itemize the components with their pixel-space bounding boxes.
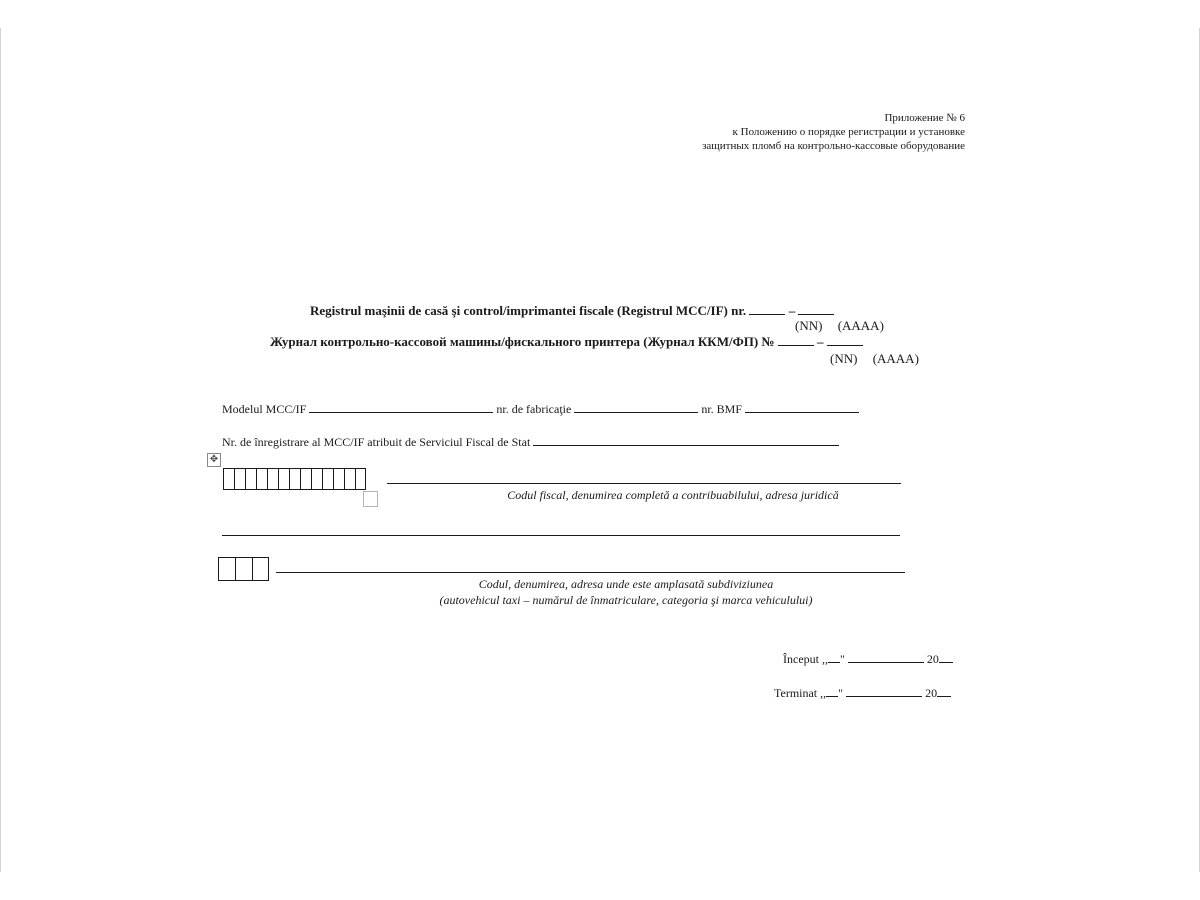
bmf-input[interactable] [745,401,859,413]
title-ro-dash: – [788,303,796,318]
annex-header [702,111,965,153]
title-romanian [310,303,834,319]
end-label: Terminat [774,686,818,700]
fiscal-code-cell[interactable] [344,468,355,490]
fiscal-code-cell[interactable] [256,468,267,490]
fiscal-code-cell[interactable] [355,468,366,490]
fiscal-code-cell[interactable] [267,468,278,490]
page-edge-left [0,28,1,872]
fiscal-code-cell[interactable] [278,468,289,490]
fiscal-code-cell[interactable] [234,468,245,490]
serial-input[interactable] [574,401,698,413]
taxpayer-caption: Codul fiscal, denumirea completă a contribuabilului, adresa juridică [507,488,839,502]
hint-year-ru: (AAAA) [872,351,919,366]
title-ru-hints [830,351,919,367]
end-year-prefix: 20 [925,686,938,700]
hint-nn: (NN) [795,318,823,333]
end-date-row [774,685,951,701]
start-year-prefix: 20 [926,652,939,666]
model-input[interactable] [309,401,493,413]
fiscal-code-cell[interactable] [300,468,311,490]
end-year-input[interactable] [937,685,951,697]
subdivision-code-cells [218,557,269,581]
fiscal-code-cells [223,468,366,490]
subdivision-code-cell[interactable] [235,557,252,581]
title-ro-hints [795,318,884,334]
move-icon[interactable]: ✥ [207,453,221,467]
start-label: Început [783,652,819,666]
taxpayer-continuation-line[interactable] [222,535,900,536]
subdivision-caption-line-1: Codul, denumirea, adresa unde este amplasată subdiviziunea [478,577,774,591]
bmf-label: nr. BMF [701,402,743,416]
subdivision-code-cell[interactable] [218,557,235,581]
fiscal-code-cell[interactable] [311,468,322,490]
registration-label: Nr. de înregistrare al MCC/IF atribuit de Serviciul Fiscal de Stat [222,435,531,449]
start-year-input[interactable] [939,651,953,663]
register-number-blank[interactable] [749,304,785,315]
registration-input[interactable] [533,434,839,446]
title-ru-dash: – [817,334,824,349]
end-month-input[interactable] [846,685,922,697]
start-date-row [783,651,953,667]
title-ro-text: Registrul maşinii de casă şi control/imprimantei fiscale (Registrul MCC/IF) nr. [310,303,747,318]
registration-row [222,434,839,450]
hint-nn-ru: (NN) [830,351,858,366]
journal-year-blank[interactable] [827,335,863,346]
end-quote-open: ,, [820,686,827,700]
fiscal-code-cell[interactable] [223,468,234,490]
start-day-input[interactable] [828,651,840,663]
table-cell-placeholder [363,491,378,507]
annex-line-2: к Положению о порядке регистрации и установке [732,126,965,138]
taxpayer-line[interactable] [387,483,901,484]
title-ru-text: Журнал контрольно-кассовой машины/фискального принтера (Журнал ККМ/ФП) № [270,334,775,349]
end-day-input[interactable] [826,685,838,697]
subdivision-code-cell[interactable] [252,557,269,581]
title-russian [270,334,863,350]
fiscal-code-cell[interactable] [245,468,256,490]
start-quote-close: " [839,652,845,666]
journal-number-blank[interactable] [778,335,814,346]
hint-year: (AAAA) [837,318,884,333]
end-quote-close: " [838,686,844,700]
serial-label: nr. de fabricaţie [496,402,572,416]
fiscal-code-cell[interactable] [289,468,300,490]
device-info-row [222,401,859,417]
fiscal-code-cell[interactable] [322,468,333,490]
annex-line-3: защитных пломб на контрольно-кассовые оборудование [702,140,965,152]
register-year-blank[interactable] [798,304,834,315]
start-month-input[interactable] [848,651,924,663]
annex-line-1: Приложение № 6 [884,112,965,124]
subdivision-caption [276,576,976,608]
subdivision-caption-line-2: (autovehicul taxi – numărul de înmatriculare, categoria şi marca vehiculului) [439,593,813,607]
start-quote-open: ,, [821,652,828,666]
fiscal-code-cell[interactable] [333,468,344,490]
model-label: Modelul MCC/IF [222,402,307,416]
subdivision-line[interactable] [276,572,905,573]
